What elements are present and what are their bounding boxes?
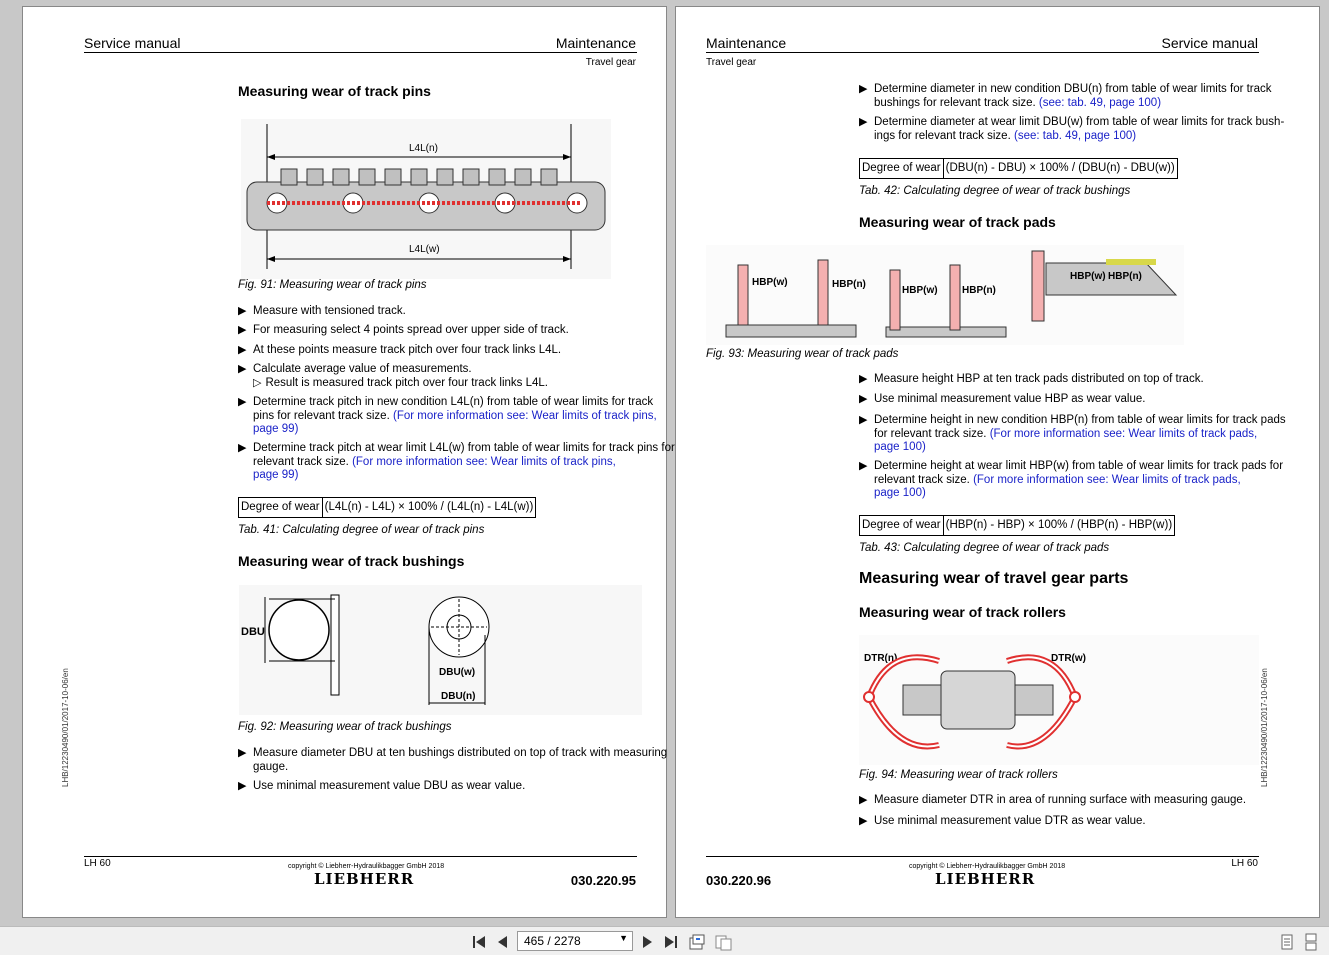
- link-page-100[interactable]: page 100): [874, 441, 926, 453]
- section-title-track-pads: Measuring wear of track pads: [859, 214, 1056, 230]
- first-page-icon[interactable]: [470, 933, 488, 951]
- header-rule: [706, 52, 1259, 53]
- prev-page-icon[interactable]: [494, 933, 512, 951]
- header-right: Maintenance: [555, 35, 636, 51]
- label-hbp-w: HBP(w): [902, 285, 938, 296]
- link-wear-limits-pins[interactable]: (For more information see: Wear limits of track pins,: [392, 409, 657, 422]
- header-sub: Travel gear: [706, 57, 757, 68]
- list-item: ▶ Calculate average value of measurements.: [238, 363, 472, 375]
- continuous-view-icon[interactable]: [1302, 933, 1320, 951]
- list-item: ▶ Use minimal measurement value HBP as wear value.: [859, 393, 1146, 405]
- fig91-caption: Fig. 91: Measuring wear of track pins: [238, 279, 427, 291]
- list-item: ▶ Determine track pitch in new condition L4L(n) from table of wear limits for track pins for relevant track size. (For more information see: Wear limits of track pins, page 99): [238, 396, 657, 435]
- footer-left: LH 60: [84, 858, 111, 869]
- figure-track-pins: [241, 119, 611, 279]
- list-item: ▶ Measure diameter DTR in area of running surface with measuring gauge.: [859, 794, 1247, 806]
- formula-table-43: Degree of wear (HBP(n) - HBP) × 100% / (HBP(n) - HBP(w)): [859, 515, 1175, 536]
- link-wear-limits-pins[interactable]: (For more information see: Wear limits of track pins,: [352, 455, 616, 468]
- list-item: ▶ Determine diameter in new condition DBU(n) from table of wear limits for track bushings for relevant track size. (see: tab. 49, page 100): [859, 83, 1272, 109]
- section-title-track-rollers: Measuring wear of track rollers: [859, 604, 1066, 620]
- formula-table-41: Degree of wear (L4L(n) - L4L) × 100% / (L4L(n) - L4L(w)): [238, 497, 536, 518]
- section-title-track-bushings: Measuring wear of track bushings: [238, 553, 465, 569]
- page-number: 030.220.96: [706, 873, 772, 888]
- left-page: [22, 6, 675, 918]
- next-page-icon[interactable]: [638, 933, 656, 951]
- fig92-caption: Fig. 92: Measuring wear of track bushings: [238, 721, 452, 733]
- tab41-caption: Tab. 41: Calculating degree of wear of track pins: [238, 524, 485, 536]
- last-page-icon[interactable]: [662, 933, 680, 951]
- label-hbp-n: HBP(n): [962, 285, 996, 296]
- fit-page-icon[interactable]: [688, 933, 706, 951]
- header-sub: Travel gear: [585, 57, 636, 68]
- label-dbu-w: DBU(w): [439, 667, 476, 678]
- liebherr-logo: LIEBHERR: [314, 870, 415, 888]
- label-l4l-n: L4L(n): [409, 143, 438, 154]
- header-left: Service manual: [84, 35, 181, 51]
- viewer-toolbar: [0, 926, 1329, 955]
- link-wear-limits-pads[interactable]: (For more information see: Wear limits of track pads,: [973, 473, 1241, 486]
- copyright: copyright © Liebherr-Hydraulikbagger GmbH 2018: [909, 863, 1066, 870]
- list-item: ▶ Determine height in new condition HBP(n) from table of wear limits for track pads for relevant track size. (For more information see: Wear limits of track pads, page 100): [859, 414, 1286, 453]
- footer-rule: [84, 856, 637, 857]
- list-item: ▶ For measuring select 4 points spread over upper side of track.: [238, 324, 569, 336]
- header-left: Maintenance: [706, 35, 787, 51]
- figure-track-bushings: [239, 585, 642, 715]
- list-item: ▶ Measure height HBP at ten track pads distributed on top of track.: [859, 373, 1204, 385]
- chevron-down-icon[interactable]: ▼: [619, 933, 628, 943]
- list-item: ▶ Measure with tensioned track.: [238, 305, 406, 317]
- tab43-caption: Tab. 43: Calculating degree of wear of track pads: [859, 542, 1110, 554]
- list-item: ▶ Measure diameter DBU at ten bushings distributed on top of track with measuring gauge.: [238, 747, 668, 773]
- section-title-travel-gear-parts: Measuring wear of travel gear parts: [859, 570, 1129, 587]
- link-page-100[interactable]: page 100): [874, 487, 926, 499]
- page-number: 030.220.95: [570, 873, 636, 888]
- fig93-caption: Fig. 93: Measuring wear of track pads: [706, 348, 899, 360]
- page-number-input[interactable]: 465 / 2278 ▼: [517, 931, 633, 951]
- figure-track-pads: [706, 245, 1184, 345]
- list-item: ▶ Use minimal measurement value DTR as wear value.: [859, 815, 1146, 827]
- list-item: ▶ Determine diameter at wear limit DBU(w) from table of wear limits for track bush- ings for relevant track size. (see: tab. 49, page 100): [859, 116, 1285, 142]
- label-hbp-w: HBP(w): [752, 277, 788, 288]
- label-dbu-n: DBU(n): [441, 691, 476, 702]
- label-hbp-n: HBP(n): [832, 279, 866, 290]
- label-hbp-n: HBP(n): [1108, 271, 1142, 282]
- link-tab-49[interactable]: (see: tab. 49, page 100): [1038, 96, 1162, 109]
- header-right: Service manual: [1161, 35, 1258, 51]
- result-line: ▷ Result is measured track pitch over four track links L4L.: [253, 377, 548, 389]
- tab42-caption: Tab. 42: Calculating degree of wear of track bushings: [859, 185, 1131, 197]
- link-page-99[interactable]: page 99): [253, 423, 299, 435]
- footer-right: LH 60: [1231, 858, 1258, 869]
- figure-track-rollers: [859, 635, 1259, 765]
- formula-table-42: Degree of wear (DBU(n) - DBU) × 100% / (DBU(n) - DBU(w)): [859, 158, 1178, 179]
- single-page-view-icon[interactable]: [1278, 933, 1296, 951]
- label-dbu: DBU: [241, 626, 265, 638]
- link-page-99[interactable]: page 99): [253, 469, 299, 481]
- label-dtr-n: DTR(n): [864, 653, 898, 664]
- side-doc-id: LHB/12230490/01/2017-10-06/en: [1260, 668, 1269, 787]
- link-tab-49[interactable]: (see: tab. 49, page 100): [1013, 129, 1137, 142]
- two-page-icon[interactable]: [714, 933, 732, 951]
- link-wear-limits-pads[interactable]: (For more information see: Wear limits of track pads,: [989, 427, 1258, 440]
- label-hbp-w: HBP(w): [1070, 271, 1106, 282]
- copyright: copyright © Liebherr-Hydraulikbagger GmbH 2018: [288, 863, 445, 870]
- liebherr-logo: LIEBHERR: [935, 870, 1036, 888]
- side-doc-id: LHB/12230490/01/2017-10-06/en: [61, 668, 70, 787]
- section-title-track-pins: Measuring wear of track pins: [238, 83, 431, 99]
- header-rule: [84, 52, 637, 53]
- list-item: ▶ Determine height at wear limit HBP(w) from table of wear limits for track pads for relevant track size. (For more information see: Wear limits of track pads, page 100): [859, 460, 1284, 499]
- footer-rule: [706, 856, 1259, 857]
- list-item: ▶ Use minimal measurement value DBU as wear value.: [238, 780, 526, 792]
- fig94-caption: Fig. 94: Measuring wear of track rollers: [859, 769, 1058, 781]
- list-item: ▶ Determine track pitch at wear limit L4L(w) from table of wear limits for track pins for relevant track size. (For more information see: Wear limits of track pins, page 99): [238, 442, 675, 481]
- list-item: ▶ At these points measure track pitch over four track links L4L.: [238, 344, 562, 356]
- label-l4l-w: L4L(w): [409, 244, 440, 255]
- right-page: [675, 6, 1320, 918]
- label-dtr-w: DTR(w): [1051, 653, 1086, 664]
